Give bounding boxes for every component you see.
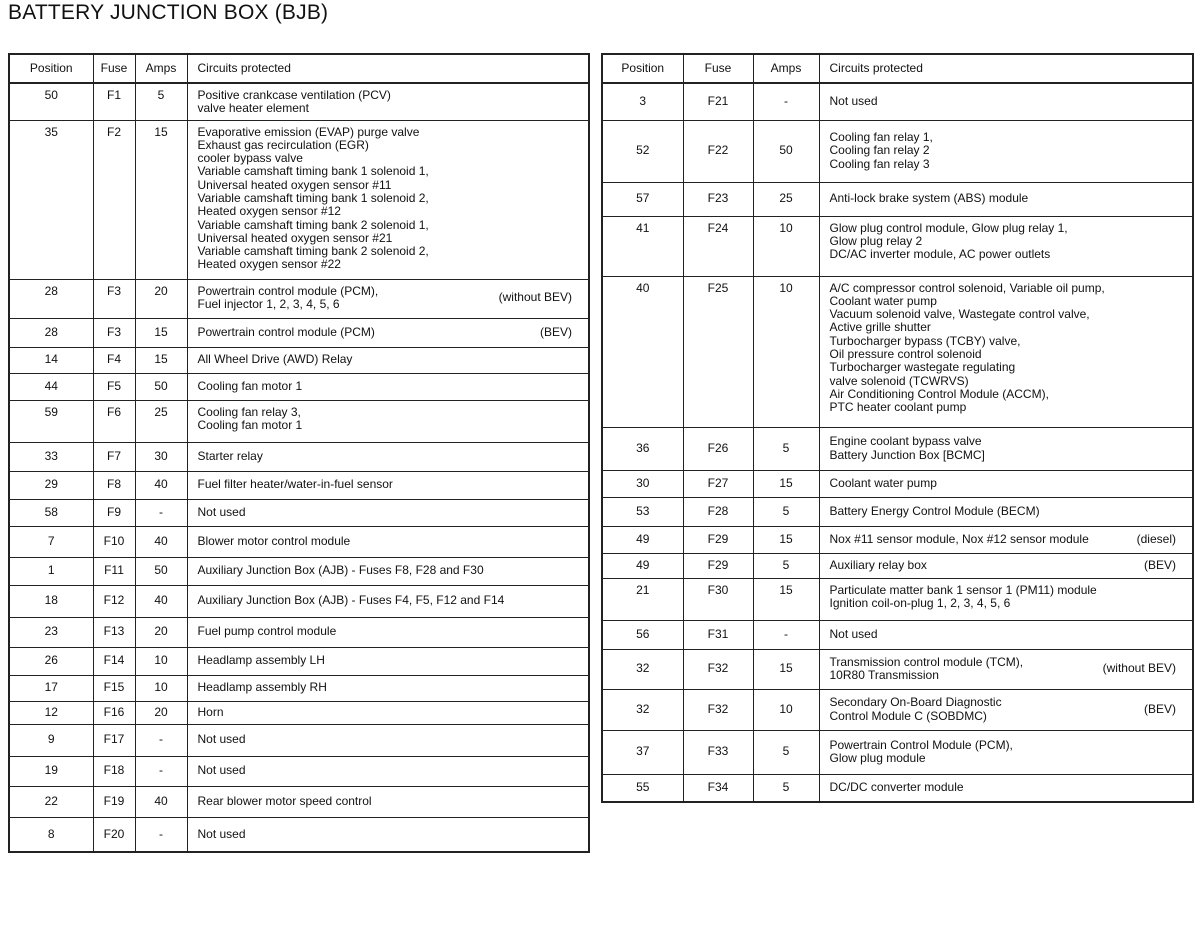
cell-circuits [187,585,589,617]
cell-position: 14 [9,347,93,373]
table-row [9,675,589,701]
cell-amps: 5 [135,83,187,120]
circuit-description: Not used [197,826,246,841]
cell-amps: 15 [753,578,819,620]
cell-circuits [187,675,589,701]
cell-position: 33 [9,442,93,471]
cell-fuse: F32 [683,689,753,730]
cell-position: 57 [602,182,683,216]
cell-fuse: F25 [683,276,753,427]
cell-position: 58 [9,499,93,526]
cell-position: 29 [9,471,93,499]
cell-position: 17 [9,675,93,701]
table-row [9,83,589,120]
cell-circuits [819,730,1193,774]
cell-fuse: F26 [683,427,753,470]
cell-circuits [819,83,1193,120]
table-row [602,120,1193,182]
cell-circuits [187,756,589,786]
cell-position: 52 [602,120,683,182]
circuit-description: All Wheel Drive (AWD) Relay [197,352,353,367]
cell-circuits [819,497,1193,526]
cell-position: 50 [9,83,93,120]
header-circuits: Circuits protected [819,54,1193,83]
table-row [602,649,1193,689]
table-row [602,689,1193,730]
circuit-description: Powertrain control module (PCM), Fuel injector 1, 2, 3, 4, 5, 6 [197,283,379,311]
cell-circuits [187,279,589,318]
circuit-description: Positive crankcase ventilation (PCV) valve heater element [197,88,391,116]
table-row [602,83,1193,120]
cell-circuits [819,216,1193,276]
cell-circuits [187,557,589,585]
cell-circuits [819,689,1193,730]
cell-fuse: F21 [683,83,753,120]
cell-position: 40 [602,276,683,427]
cell-position: 8 [9,817,93,852]
cell-fuse: F15 [93,675,135,701]
cell-fuse: F29 [683,553,753,578]
header-position: Position [9,54,93,83]
cell-position: 7 [9,526,93,557]
cell-amps: 5 [753,553,819,578]
cell-amps: 40 [135,786,187,817]
table-header-row [602,54,1193,83]
circuit-description: Fuel pump control module [197,624,337,639]
cell-fuse: F28 [683,497,753,526]
circuit-description: Headlamp assembly RH [197,680,327,695]
cell-fuse: F23 [683,182,753,216]
cell-amps: - [753,83,819,120]
circuit-description: Powertrain Control Module (PCM), Glow plug module [829,737,1013,765]
header-fuse: Fuse [93,54,135,83]
circuit-description: Secondary On-Board Diagnostic Control Module C (SOBDMC) [829,695,1002,723]
cell-circuits [819,578,1193,620]
circuit-description: Evaporative emission (EVAP) purge valve Exhaust gas recirculation (EGR) cooler bypass valve Variable camshaft timing bank 1 solenoid 1, Universal heated oxygen sensor #11 Variable camshaft timing bank 1 solenoid 2, Heated oxygen sensor #12 Variable camshaft timing bank 2 solenoid 1, Universal heated oxygen sensor #21 Variable camshaft timing bank 2 solenoid 2, Heated oxygen sensor #22 [197,124,429,272]
cell-circuits [187,120,589,279]
cell-position: 35 [9,120,93,279]
table-row [9,347,589,373]
cell-fuse: F17 [93,724,135,756]
cell-amps: 15 [135,318,187,347]
cell-amps: 10 [753,276,819,427]
cell-circuits [187,724,589,756]
cell-circuits [187,526,589,557]
cell-position: 26 [9,647,93,675]
cell-circuits [819,470,1193,497]
circuit-description: Coolant water pump [829,475,937,490]
circuit-description: Glow plug control module, Glow plug relay 1, Glow plug relay 2 DC/AC inverter module, AC power outlets [829,220,1068,262]
cell-amps: 50 [135,373,187,400]
cell-fuse: F11 [93,557,135,585]
cell-position: 49 [602,526,683,553]
cell-amps: 20 [135,279,187,318]
cell-position: 18 [9,585,93,617]
cell-fuse: F12 [93,585,135,617]
table-row [9,585,589,617]
cell-fuse: F34 [683,774,753,802]
cell-fuse: F7 [93,442,135,471]
header-circuits: Circuits protected [187,54,589,83]
cell-amps: - [753,620,819,649]
cell-amps: 20 [135,701,187,724]
fuse-rows-right [602,83,1193,802]
circuit-description: Engine coolant bypass valve Battery Junction Box [BCMC] [829,434,985,462]
cell-position: 53 [602,497,683,526]
cell-position: 28 [9,318,93,347]
cell-circuits [187,400,589,442]
cell-fuse: F14 [93,647,135,675]
cell-position: 56 [602,620,683,649]
table-row [602,216,1193,276]
cell-amps: 5 [753,730,819,774]
cell-position: 44 [9,373,93,400]
table-header-row [9,54,589,83]
circuit-description: Starter relay [197,448,263,463]
cell-circuits [187,701,589,724]
cell-position: 32 [602,649,683,689]
cell-circuits [819,620,1193,649]
cell-position: 21 [602,578,683,620]
cell-fuse: F29 [683,526,753,553]
table-row [9,617,589,647]
circuit-description: Headlamp assembly LH [197,653,325,668]
cell-position: 32 [602,689,683,730]
cell-fuse: F1 [93,83,135,120]
cell-fuse: F27 [683,470,753,497]
cell-fuse: F4 [93,347,135,373]
header-amps: Amps [135,54,187,83]
fuse-table-left [8,53,590,853]
table-row [9,724,589,756]
cell-position: 22 [9,786,93,817]
table-row [602,276,1193,427]
table-row [9,526,589,557]
cell-circuits [819,120,1193,182]
circuit-description: Cooling fan motor 1 [197,378,303,393]
cell-fuse: F5 [93,373,135,400]
cell-circuits [819,774,1193,802]
cell-amps: - [135,817,187,852]
cell-circuits [819,526,1193,553]
cell-amps: 50 [135,557,187,585]
cell-amps: 25 [753,182,819,216]
table-row [602,497,1193,526]
cell-fuse: F6 [93,400,135,442]
table-row [9,471,589,499]
table-row [602,553,1193,578]
cell-amps: 15 [135,347,187,373]
cell-position: 55 [602,774,683,802]
cell-amps: 40 [135,585,187,617]
cell-circuits [187,817,589,852]
cell-fuse: F24 [683,216,753,276]
cell-amps: 30 [135,442,187,471]
cell-amps: 15 [753,526,819,553]
fuse-table-right [601,53,1194,803]
cell-amps: 10 [753,689,819,730]
cell-position: 59 [9,400,93,442]
circuit-description: DC/DC converter module [829,780,964,795]
cell-circuits [187,786,589,817]
cell-circuits [819,553,1193,578]
table-row [9,442,589,471]
cell-position: 23 [9,617,93,647]
variant-note: (BEV) [1143,557,1176,572]
table-row [602,427,1193,470]
table-row [9,817,589,852]
cell-circuits [187,471,589,499]
cell-circuits [187,373,589,400]
cell-position: 28 [9,279,93,318]
cell-amps: 15 [135,120,187,279]
cell-amps: - [135,724,187,756]
cell-fuse: F3 [93,318,135,347]
cell-position: 3 [602,83,683,120]
cell-fuse: F19 [93,786,135,817]
circuit-description: Powertrain control module (PCM) [197,324,375,339]
circuit-description: Not used [829,626,878,641]
circuit-description: Anti-lock brake system (ABS) module [829,191,1029,206]
cell-circuits [187,318,589,347]
header-amps: Amps [753,54,819,83]
cell-amps: 40 [135,471,187,499]
cell-fuse: F3 [93,279,135,318]
cell-position: 41 [602,216,683,276]
circuit-description: Auxiliary Junction Box (AJB) - Fuses F4, F5, F12 and F14 [197,593,505,608]
cell-amps: 5 [753,427,819,470]
cell-fuse: F2 [93,120,135,279]
cell-circuits [819,182,1193,216]
cell-fuse: F33 [683,730,753,774]
cell-amps: 15 [753,470,819,497]
table-row [9,756,589,786]
table-row [9,557,589,585]
circuit-description: Blower motor control module [197,533,351,548]
circuit-description: Auxiliary Junction Box (AJB) - Fuses F8, F28 and F30 [197,563,484,578]
table-row [9,647,589,675]
table-row [602,526,1193,553]
table-row [602,182,1193,216]
cell-amps: 50 [753,120,819,182]
table-row [9,701,589,724]
table-row [9,786,589,817]
page-title: BATTERY JUNCTION BOX (BJB) [8,1,329,24]
cell-fuse: F16 [93,701,135,724]
cell-circuits [819,427,1193,470]
cell-position: 36 [602,427,683,470]
cell-circuits [187,647,589,675]
cell-circuits [187,617,589,647]
cell-position: 30 [602,470,683,497]
cell-position: 37 [602,730,683,774]
cell-amps: 5 [753,497,819,526]
variant-note: (BEV) [1143,701,1176,716]
cell-amps: 10 [135,675,187,701]
cell-circuits [819,276,1193,427]
cell-amps: - [135,499,187,526]
fuse-rows-left [9,83,589,852]
table-row [602,470,1193,497]
cell-fuse: F9 [93,499,135,526]
circuit-description: Rear blower motor speed control [197,793,372,808]
circuit-description: Not used [197,732,246,747]
variant-note: (diesel) [1136,531,1176,546]
table-row [9,279,589,318]
circuit-description: Cooling fan relay 1, Cooling fan relay 2 Cooling fan relay 3 [829,130,933,171]
circuit-description: Auxiliary relay box [829,557,927,572]
cell-fuse: F8 [93,471,135,499]
variant-note: (without BEV) [1102,661,1176,676]
cell-position: 1 [9,557,93,585]
cell-amps: - [135,756,187,786]
variant-note: (BEV) [539,324,572,339]
cell-circuits [819,649,1193,689]
circuit-description: Nox #11 sensor module, Nox #12 sensor module [829,531,1089,546]
cell-fuse: F18 [93,756,135,786]
cell-circuits [187,499,589,526]
cell-fuse: F20 [93,817,135,852]
cell-fuse: F22 [683,120,753,182]
cell-fuse: F32 [683,649,753,689]
table-row [602,730,1193,774]
circuit-description: Particulate matter bank 1 sensor 1 (PM11) module Ignition coil-on-plug 1, 2, 3, 4, 5, 6 [829,582,1097,610]
table-row [9,120,589,279]
circuit-description: Not used [829,94,878,109]
table-row [602,620,1193,649]
variant-note: (without BEV) [498,290,572,305]
cell-fuse: F13 [93,617,135,647]
cell-circuits [187,347,589,373]
table-row [9,400,589,442]
cell-amps: 40 [135,526,187,557]
cell-circuits [187,442,589,471]
cell-position: 12 [9,701,93,724]
circuit-description: Fuel filter heater/water-in-fuel sensor [197,477,393,492]
cell-amps: 20 [135,617,187,647]
cell-fuse: F10 [93,526,135,557]
cell-amps: 10 [753,216,819,276]
cell-position: 9 [9,724,93,756]
circuit-description: Transmission control module (TCM), 10R80 Transmission [829,654,1024,682]
header-fuse: Fuse [683,54,753,83]
header-position: Position [602,54,683,83]
circuit-description: Cooling fan relay 3, Cooling fan motor 1 [197,404,303,432]
circuit-description: Battery Energy Control Module (BECM) [829,503,1040,518]
cell-amps: 15 [753,649,819,689]
cell-amps: 10 [135,647,187,675]
table-row [9,499,589,526]
circuit-description: A/C compressor control solenoid, Variable oil pump, Coolant water pump Vacuum solenoid valve, Wastegate control valve, Active grille shutter Turbocharger bypass (TCBY) valve, Oil pressure control solenoid Turbocharger wastegate regulating valve solenoid (TCWRVS) Air Conditioning Control Module (ACCM), PTC heater coolant pump [829,280,1105,415]
circuit-description: Not used [197,504,246,519]
table-row [9,373,589,400]
cell-position: 49 [602,553,683,578]
cell-fuse: F30 [683,578,753,620]
cell-amps: 25 [135,400,187,442]
circuit-description: Horn [197,704,224,719]
table-row [602,774,1193,802]
table-row [602,578,1193,620]
circuit-description: Not used [197,763,246,778]
cell-position: 19 [9,756,93,786]
cell-amps: 5 [753,774,819,802]
table-row [9,318,589,347]
cell-fuse: F31 [683,620,753,649]
cell-circuits [187,83,589,120]
